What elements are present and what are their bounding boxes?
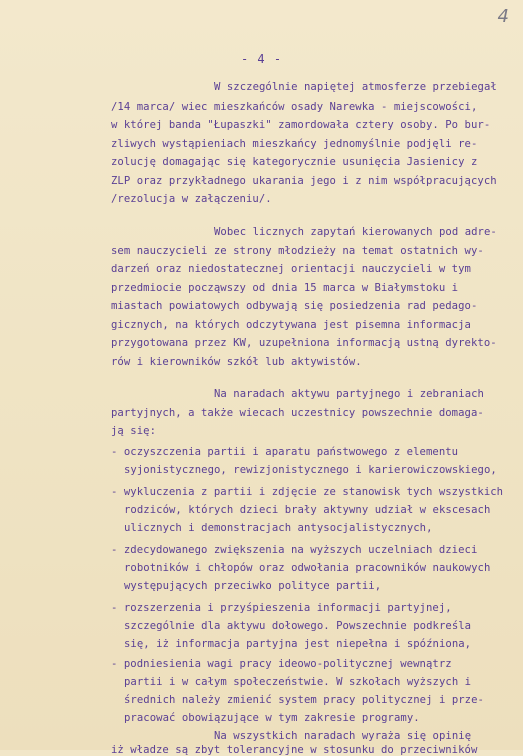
list-item-text: syjonistycznego, rewizjonistycznego i karierowiczowskiego, — [124, 464, 497, 476]
text-line: ZLP oraz przykładnego ukarania jego i z nim współpracujących — [111, 175, 497, 187]
list-item-text: szczególnie dla aktywu dołowego. Powszechnie podkreśla — [124, 620, 472, 632]
text-line: rów i kierowników szkół lub aktywistów. — [111, 356, 362, 368]
text-line: sem nauczycieli ze strony młodzieży na temat ostatnich wy- — [111, 245, 484, 257]
text-line: darzeń oraz niedostatecznej orientacji nauczycieli w tym — [111, 263, 471, 275]
corner-page-number: 4 — [497, 6, 509, 27]
text-line: gicznych, na których odczytywana jest pisemna informacja — [111, 319, 471, 331]
text-line: przygotowana przez KW, uzupełniona informacją ustną dyrekto- — [111, 337, 497, 349]
text-line: iż władze są zbyt tolerancyjne w stosunku do przeciwników — [111, 744, 478, 756]
list-item-text: średnich należy zmienić system pracy politycznej i prze- — [124, 694, 484, 706]
list-item-text: rodziców, których dzieci brały aktywny udział w ekscesach — [124, 504, 491, 516]
list-item-text: pracować obowiązujące w tym zakresie programy. — [124, 712, 420, 724]
list-item-text: - podniesienia wagi pracy ideowo-politycznej wewnątrz — [111, 658, 452, 670]
list-item-text: się, iż informacja partyjna jest niepełna i spóźniona, — [124, 638, 472, 650]
text-line: miastach powiatowych odbywają się posiedzenia rad pedago- — [111, 300, 478, 312]
text-line: zliwych wystąpieniach mieszkańcy jednomyślnie podjęli re- — [111, 138, 478, 150]
text-line: W szczególnie napiętej atmosferze przebiegał — [214, 81, 497, 93]
list-item-text: partii i w całym społeczeństwie. W szkołach wyższych i — [124, 676, 472, 688]
list-item-text: robotników i chłopów oraz odwołania pracowników naukowych — [124, 562, 491, 574]
text-line: /14 marca/ wiec mieszkańców osady Narewka - miejscowości, — [111, 101, 478, 113]
text-line: /rezolucja w załączeniu/. — [111, 193, 272, 205]
text-line: Na naradach aktywu partyjnego i zebraniach — [214, 388, 484, 400]
list-item-text: - wykluczenia z partii i zdjęcie ze stanowisk tych wszystkich — [111, 486, 504, 498]
text-line: Wobec licznych zapytań kierowanych pod adre- — [214, 226, 497, 238]
text-line: ją się: — [111, 425, 156, 437]
list-item-text: - rozszerzenia i przyśpieszenia informacji partyjnej, — [111, 602, 452, 614]
text-line: przedmiocie począwszy od dnia 15 marca w Białymstoku i — [111, 282, 459, 294]
text-line: Na wszystkich naradach wyraża się opinię — [214, 730, 472, 742]
page-number: - 4 - — [240, 52, 283, 66]
list-item-text: - oczyszczenia partii i aparatu państwowego z elementu — [111, 446, 459, 458]
text-line: w której banda "Łupaszki" zamordowała cztery osoby. Po bur- — [111, 119, 491, 131]
list-item-text: ulicznych i demonstracjach antysocjalistycznych, — [124, 522, 433, 534]
list-item-text: występujących przeciwko polityce partii, — [124, 580, 382, 592]
list-item-text: - zdecydowanego zwiększenia na wyższych uczelniach dzieci — [111, 544, 478, 556]
text-line: partyjnych, a także wiecach uczestnicy powszechnie domaga- — [111, 407, 484, 419]
text-line: zolucję domagając się kategorycznie usunięcia Jasienicy z — [111, 156, 478, 168]
